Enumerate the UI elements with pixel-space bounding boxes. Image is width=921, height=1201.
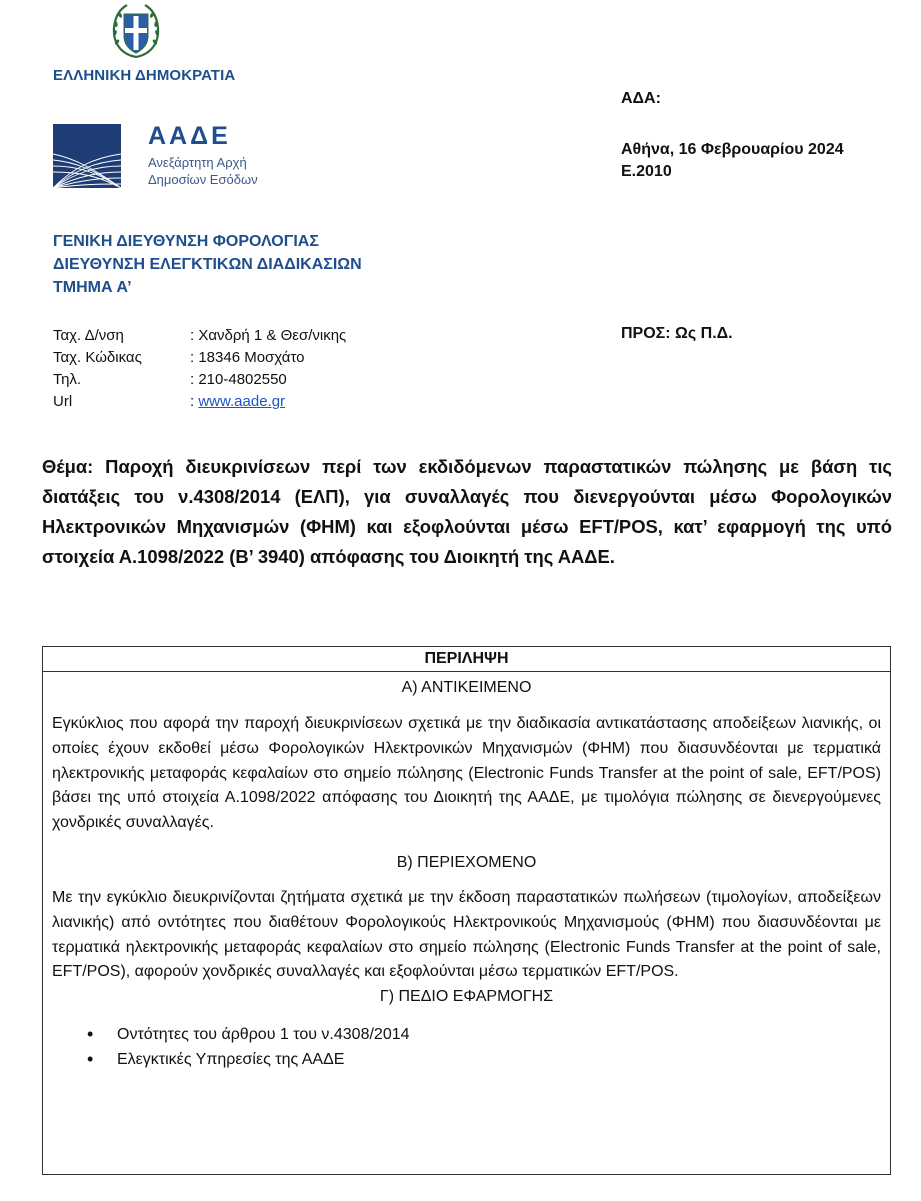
section-a-text: Εγκύκλιος που αφορά την παροχή διευκρινίσεων σχετικά με την διαδικασία αντικατάστασης αποδείξεων λιανικής, οι οποίες έχουν εκδοθεί μέσω Φορολογικών Ηλεκτρονικών Μηχανισμών (ΦΗΜ) που διασυνδέονται με τερματικά ηλεκτρονικής μεταφοράς κεφαλαίων στο σημείο πώλησης (Electronic Funds Transfer at the point of sale, EFT/POS) βάσει της υπό στοιχεία Α.1098/2022 απόφασης του Διοικητή της ΑΑΔΕ, με τιμολόγια πώλησης σε διενεργούμενες χονδρικές συναλλαγές. (52, 715, 881, 832)
ada-label: ΑΔΑ: (621, 90, 661, 107)
list-item: • Οντότητες του άρθρου 1 του ν.4308/2014 (117, 1022, 890, 1047)
summary-title: ΠΕΡΙΛΗΨΗ (43, 647, 890, 672)
sender-block (53, 230, 362, 299)
sender-general-directorate: ΓΕΝΙΚΗ ΔΙΕΥΘΥΝΣΗ ΦΟΡΟΛΟΓΙΑΣ (53, 233, 319, 250)
section-a-title: Α) ΑΝΤΙΚΕΙΜΕΝΟ (401, 679, 532, 696)
greek-state-seal (110, 2, 162, 60)
url-prefix: : (190, 393, 199, 410)
section-c-title: Γ) ΠΕΔΙΟ ΕΦΑΡΜΟΓΗΣ (379, 988, 554, 1006)
contact-row (53, 347, 346, 369)
date-block (621, 139, 844, 183)
contact-table (53, 325, 346, 413)
logo-subtitle-line-1: Ανεξάρτητη Αρχή (148, 155, 247, 170)
contact-value: : Χανδρή 1 & Θεσ/νικης (190, 327, 347, 344)
sender-department: ΤΜΗΜΑ Α’ (53, 279, 132, 296)
website-link[interactable]: www.aade.gr (198, 393, 286, 410)
contact-details (53, 325, 346, 413)
logo-subtitle-line-2: Δημοσίων Εσόδων (148, 172, 258, 187)
contact-value: : 18346 Μοσχάτο (190, 349, 305, 366)
logo-subtitle (148, 154, 258, 188)
summary-box (42, 646, 891, 1175)
contact-row (53, 391, 346, 413)
contact-key: Url (53, 393, 73, 410)
country-name: ΕΛΛΗΝΙΚΗ ΔΗΜΟΚΡΑΤΙΑ (53, 67, 236, 84)
contact-value: : 210-4802550 (190, 371, 287, 388)
contact-key: Ταχ. Δ/νση (53, 327, 124, 344)
sender-directorate: ΔΙΕΥΘΥΝΣΗ ΕΛΕΓΚΤΙΚΩΝ ΔΙΑΔΙΚΑΣΙΩΝ (53, 256, 362, 273)
subject: Θέμα: Παροχή διευκρινίσεων περί των εκδιδόμενων παραστατικών πώλησης με βάση τις διατάξεις του ν.4308/2014 (ΕΛΠ), για συναλλαγές που διενεργούνται μέσω Φορολογικών Ηλεκτρονικών Μηχανισμών (ΦΗΜ) και εξοφλούνται μέσω EFT/POS, κατ’ εφαρμογή της υπό στοιχεία Α.1098/2022 (Β’ 3940) απόφασης του Διοικητή της ΑΑΔΕ. (42, 456, 892, 567)
logo-name: ΑΑΔΕ (148, 122, 231, 150)
section-b-title: Β) ΠΕΡΙΕΧΟΜΕΝΟ (396, 853, 537, 871)
document-reference: Ε.2010 (621, 163, 672, 180)
document-date: Αθήνα, 16 Φεβρουαρίου 2024 (621, 141, 844, 158)
list-item: • Ελεγκτικές Υπηρεσίες της ΑΑΔΕ (117, 1047, 890, 1072)
contact-row (53, 369, 346, 391)
contact-key: Τηλ. (53, 371, 82, 388)
contact-row (53, 325, 346, 347)
scope-list (43, 1022, 890, 1072)
recipient: ΠΡΟΣ: Ως Π.Δ. (621, 325, 733, 342)
contact-value (190, 391, 346, 413)
aade-logo-icon (53, 124, 121, 188)
section-b-text: Με την εγκύκλιο διευκρινίζονται ζητήματα σχετικά με την έκδοση παραστατικών πωλήσεων (τιμολογίων, αποδείξεων λιανικής) από οντότητες που διαθέτουν Φορολογικούς Ηλεκτρονικούς Μηχανισμούς (ΦΗΜ) που διασυνδέονται με τερματικά ηλεκτρονικής μεταφοράς κεφαλαίων στο σημείο πώλησης (Electronic Funds Transfer at the point of sale, EFT/POS), αφορούν χονδρικές συναλλαγές και εξοφλούνται μέσω τερματικών EFT/POS. (52, 888, 881, 981)
contact-key: Ταχ. Κώδικας (53, 349, 142, 366)
